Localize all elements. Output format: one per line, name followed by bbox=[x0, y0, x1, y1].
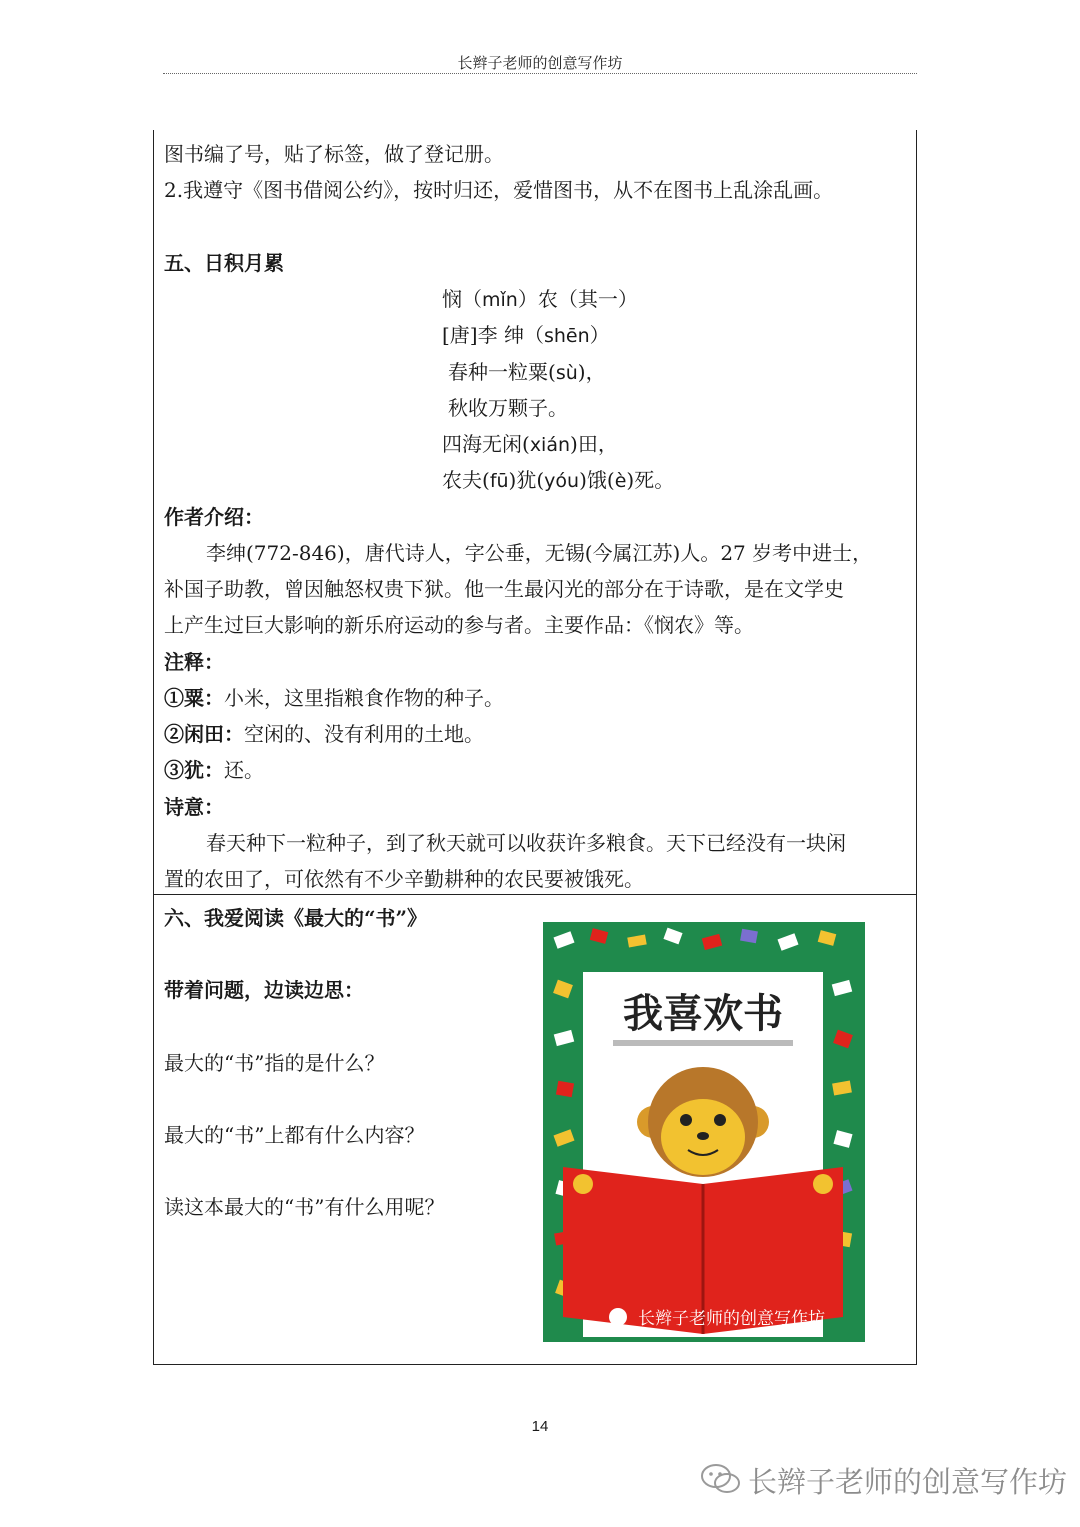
notes-heading: 注释： bbox=[164, 650, 224, 674]
author-heading: 作者介绍： bbox=[164, 505, 264, 529]
meaning-line-1: 春天种下一粒种子，到了秋天就可以收获许多粮食。天下已经没有一块闲 bbox=[206, 831, 846, 855]
poem-title: 悯（mǐn）农（其一） bbox=[442, 287, 638, 311]
author-paragraph-line-3: 上产生过巨大影响的新乐府运动的参与者。主要作品：《悯农》等。 bbox=[164, 613, 754, 637]
poem-line-2: 秋收万颗子。 bbox=[448, 396, 568, 420]
author-paragraph-line-2: 补国子助教，曾因触怒权贵下狱。他一生最闪光的部分在于诗歌，是在文学史 bbox=[164, 577, 844, 601]
book-cover-title: 我喜欢书 bbox=[623, 991, 783, 1037]
section5-heading: 五、日积月累 bbox=[164, 251, 284, 275]
book-cover-watermark: 长辫子老师的创意写作坊 bbox=[638, 1309, 825, 1329]
page-number: 14 bbox=[531, 1418, 549, 1435]
poem-line-1: 春种一粒粟(sù)， bbox=[448, 360, 606, 384]
note-3: ③犹：还。 bbox=[164, 758, 264, 782]
poem-line-3: 四海无闲(xián)田， bbox=[442, 432, 618, 456]
author-paragraph-line-1: 李绅(772-846)，唐代诗人，字公垂，无锡(今属江苏)人。27 岁考中进士， bbox=[206, 541, 873, 565]
meaning-line-2: 置的农田了，可依然有不少辛勤耕种的农民要被饿死。 bbox=[164, 867, 644, 891]
footer-watermark: 长辫子老师的创意写作坊 bbox=[748, 1465, 1068, 1499]
wechat-icon bbox=[609, 1308, 627, 1326]
header-divider bbox=[163, 73, 917, 74]
intro-line-2: 2.我遵守《图书借阅公约》，按时归还，爱惜图书，从不在图书上乱涂乱画。 bbox=[164, 178, 834, 202]
note-2: ②闲田：空闲的、没有利用的土地。 bbox=[164, 722, 484, 746]
table-row-divider bbox=[153, 894, 917, 895]
question-3: 读这本最大的“书”有什么用呢？ bbox=[164, 1195, 445, 1219]
question-2: 最大的“书”上都有什么内容？ bbox=[164, 1123, 425, 1147]
book-cover-subtitle-strip bbox=[613, 1040, 793, 1046]
note-1: ①粟：小米，这里指粮食作物的种子。 bbox=[164, 686, 504, 710]
meaning-heading: 诗意： bbox=[164, 795, 224, 819]
wechat-icon bbox=[700, 1462, 742, 1496]
question-1: 最大的“书”指的是什么？ bbox=[164, 1051, 385, 1075]
section6-heading: 六、我爱阅读《最大的“书”》 bbox=[164, 906, 428, 930]
book-cover-image bbox=[543, 922, 865, 1342]
intro-line-1: 图书编了号，贴了标签，做了登记册。 bbox=[164, 142, 504, 166]
poem-line-4: 农夫(fū)犹(yóu)饿(è)死。 bbox=[442, 468, 675, 492]
reading-prompt: 带着问题，边读边思： bbox=[164, 978, 364, 1002]
page-header-title: 长辫子老师的创意写作坊 bbox=[457, 54, 623, 72]
poem-author: [唐]李 绅（shēn） bbox=[442, 323, 610, 347]
